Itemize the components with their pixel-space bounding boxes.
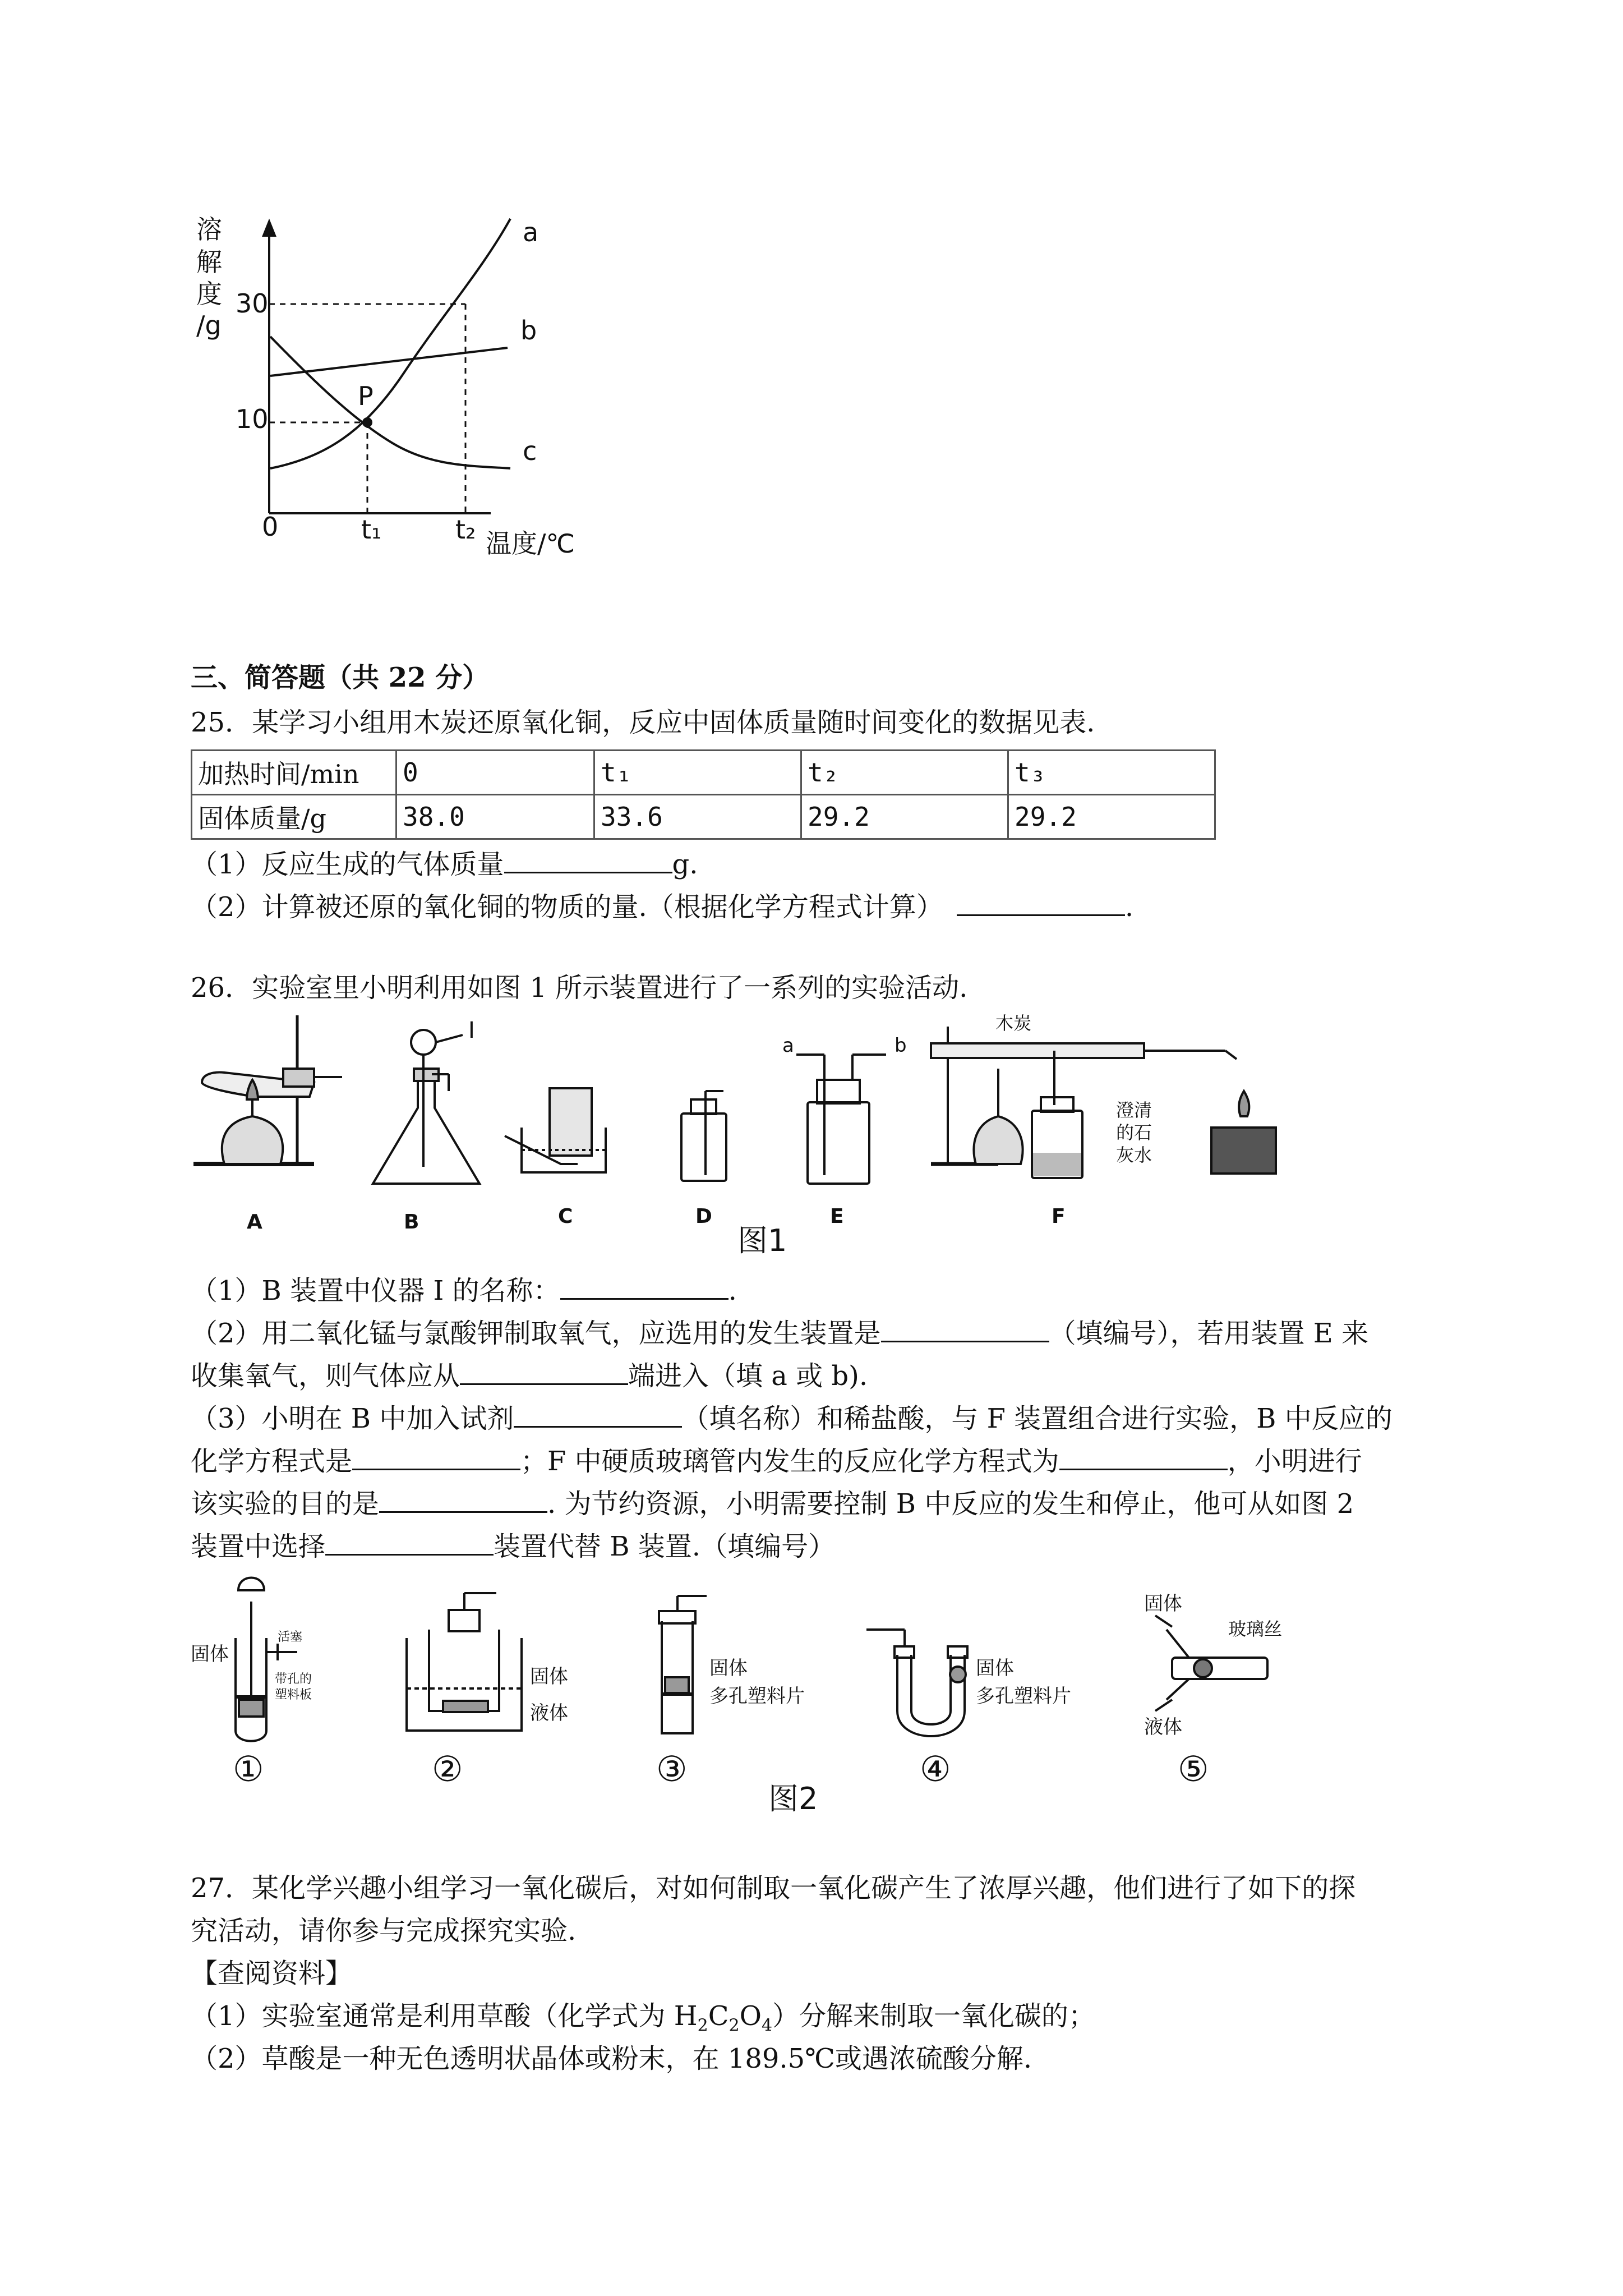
port-a-label: a — [782, 1034, 794, 1057]
d1-plate-label-1: 带孔的 — [275, 1672, 312, 1686]
figure-2-caption: 图2 — [768, 1781, 818, 1816]
q26-part1-end: . — [728, 1275, 737, 1306]
q25-part1 — [191, 843, 698, 885]
q26-stem: 26．实验室里小明利用如图 1 所示装置进行了一系列的实验活动. — [191, 972, 968, 1004]
device-number-1: ① — [233, 1749, 264, 1789]
ref1-text-b: C — [708, 2000, 729, 2032]
table-cell: 加热时间/min — [192, 751, 396, 795]
point-p-label: P — [358, 381, 374, 411]
table-row — [192, 751, 1215, 795]
d5-wool-label: 玻璃丝 — [1228, 1618, 1283, 1640]
curve-b-label: b — [520, 315, 537, 346]
limewater-label-2: 的石 — [1116, 1122, 1152, 1143]
curve-c-label: c — [523, 436, 537, 466]
subscript: 4 — [761, 2016, 773, 2036]
q26-part3-text-d: ；F 中硬质玻璃管内发生的反应化学方程式为 — [520, 1446, 1059, 1477]
answer-blank[interactable] — [460, 1354, 628, 1385]
device-3 — [659, 1596, 707, 1733]
q25-part1-text: （1）反应生成的气体质量 — [191, 849, 504, 880]
limewater-label-3: 灰水 — [1116, 1144, 1152, 1166]
q25-part1-unit: g. — [672, 849, 698, 880]
d1-tap-label: 活塞 — [278, 1630, 303, 1644]
q26-part3-line1 — [191, 1397, 1393, 1439]
figure-1-apparatus — [185, 1004, 1279, 1262]
x-tick-t2: t₂ — [455, 514, 476, 545]
device-1 — [236, 1578, 297, 1741]
answer-blank[interactable] — [560, 1269, 728, 1300]
q26-part1-text: （1）B 装置中仪器 I 的名称： — [191, 1275, 560, 1306]
label-b: B — [404, 1211, 419, 1234]
table-cell: t₁ — [594, 751, 801, 795]
q27-line2: 究活动，请你参与完成探究实验. — [191, 1915, 577, 1947]
y-axis-arrow — [264, 222, 275, 236]
figure-2-apparatus — [185, 1571, 1318, 1818]
device-number-3: ③ — [656, 1749, 688, 1789]
answer-blank[interactable] — [881, 1312, 1049, 1342]
figure-1-caption: 图1 — [737, 1223, 787, 1258]
q26-part3-line4 — [191, 1525, 835, 1567]
solubility-chart — [179, 202, 606, 572]
q27-ref2: （2）草酸是一种无色透明状晶体或粉末，在 189.5℃或遇浓硫酸分解. — [191, 2043, 1032, 2074]
port-b-label: b — [895, 1034, 907, 1057]
answer-blank[interactable] — [352, 1439, 520, 1470]
device-number-4: ④ — [920, 1749, 951, 1789]
y-axis-label-4: /g — [196, 310, 222, 341]
q27-heading: 【查阅资料】 — [191, 1958, 353, 1989]
answer-blank[interactable] — [379, 1482, 547, 1513]
d4-plate-label: 多孔塑料片 — [976, 1685, 1071, 1708]
q26-part3-text-c: 化学方程式是 — [191, 1446, 353, 1477]
q26-part2-text-c: 收集氧气，则气体应从 — [191, 1360, 460, 1392]
answer-blank[interactable] — [1059, 1439, 1228, 1470]
y-axis-label-1: 溶 — [196, 214, 222, 245]
q26-part2-text-a: （2）用二氧化锰与氯酸钾制取氧气，应选用的发生装置是 — [191, 1318, 881, 1349]
x-tick-t1: t₁ — [361, 514, 382, 545]
q26-part1 — [191, 1269, 737, 1311]
table-row — [192, 795, 1215, 839]
instrument-i-label: I — [468, 1018, 475, 1043]
ref1-text-c: O — [739, 2000, 762, 2032]
d1-solid-label: 固体 — [191, 1643, 229, 1665]
table-cell: 0 — [396, 751, 594, 795]
q26-part3-line2 — [191, 1439, 1362, 1481]
d4-solid-label: 固体 — [976, 1657, 1014, 1680]
q25-part2-end: . — [1124, 891, 1134, 923]
apparatus-d — [681, 1091, 726, 1181]
q25-stem: 25．某学习小组用木炭还原氧化铜，反应中固体质量随时间变化的数据见表. — [191, 707, 1095, 738]
device-number-2: ② — [432, 1749, 463, 1789]
d3-solid-label: 固体 — [709, 1657, 748, 1680]
table-cell: t₂ — [801, 751, 1008, 795]
limewater-label-1: 澄清 — [1116, 1099, 1152, 1121]
label-a: A — [247, 1211, 262, 1234]
x-axis-label: 温度/℃ — [486, 528, 575, 559]
apparatus-a — [193, 1015, 342, 1164]
q26-part3-text-e: ，小明进行 — [1227, 1446, 1362, 1477]
curve-a-label: a — [523, 217, 539, 247]
device-2 — [407, 1593, 522, 1731]
origin-label: 0 — [262, 512, 279, 542]
apparatus-b — [373, 1030, 479, 1184]
q27-line1: 27．某化学兴趣小组学习一氧化碳后，对如何制取一氧化碳产生了浓厚兴趣，他们进行了如下的探 — [191, 1872, 1356, 1904]
q26-part3-text-f: 该实验的目的是 — [191, 1488, 380, 1520]
q26-part3-text-i: 装置代替 B 装置.（填编号） — [494, 1531, 836, 1562]
table-cell: 固体质量/g — [192, 795, 396, 839]
q26-part3-text-b: （填名称）和稀盐酸，与 F 装置组合进行实验，B 中反应的 — [682, 1403, 1393, 1434]
q26-part3-line3 — [191, 1482, 1354, 1524]
point-p — [362, 417, 372, 427]
q26-part2-text-b: （填编号），若用装置 E 来 — [1049, 1318, 1369, 1349]
label-c: C — [558, 1205, 573, 1228]
d5-solid-label: 固体 — [1144, 1593, 1182, 1615]
q26-part2-line2 — [191, 1354, 868, 1396]
apparatus-c — [505, 1088, 606, 1172]
table-cell: 33.6 — [594, 795, 801, 839]
label-f: F — [1052, 1205, 1066, 1228]
device-4 — [866, 1630, 967, 1736]
q25-table — [191, 749, 1216, 840]
y-axis-label-3: 度 — [196, 279, 222, 309]
q26-part2-text-d: 端进入（填 a 或 b). — [628, 1360, 868, 1392]
table-cell: 29.2 — [801, 795, 1008, 839]
charcoal-label: 木炭 — [995, 1013, 1032, 1034]
q25-part2 — [191, 885, 1133, 927]
d3-plate-label: 多孔塑料片 — [709, 1685, 805, 1708]
section-title: 三、简答题（共 22 分） — [191, 662, 490, 693]
apparatus-f — [931, 1027, 1276, 1178]
table-cell: 38.0 — [396, 795, 594, 839]
ref1-text-a: （1）实验室通常是利用草酸（化学式为 H — [191, 2000, 698, 2032]
answer-blank[interactable] — [325, 1525, 494, 1556]
table-cell: t₃ — [1008, 751, 1215, 795]
table-cell: 29.2 — [1008, 795, 1215, 839]
answer-blank[interactable] — [514, 1397, 682, 1428]
ref1-text-d: ）分解来制取一氧化碳的； — [772, 2000, 1096, 2032]
subscript: 2 — [697, 2016, 708, 2036]
y-tick-30: 30 — [236, 288, 269, 319]
q25-part2-text: （2）计算被还原的氧化铜的物质的量.（根据化学方程式计算） — [191, 891, 943, 923]
d1-plate-label-2: 塑料板 — [275, 1688, 312, 1702]
apparatus-e — [796, 1055, 886, 1184]
answer-blank[interactable] — [957, 885, 1125, 916]
q26-part2-line1 — [191, 1312, 1368, 1354]
d2-solid-label: 固体 — [530, 1665, 568, 1688]
subscript: 2 — [728, 2016, 740, 2036]
curve-a — [270, 219, 510, 468]
q26-part3-text-h: 装置中选择 — [191, 1531, 326, 1562]
label-e: E — [830, 1205, 844, 1228]
q26-part3-text-g: . 为节约资源，小明需要控制 B 中反应的发生和停止，他可从如图 2 — [547, 1488, 1354, 1520]
q26-part3-text-a: （3）小明在 B 中加入试剂 — [191, 1403, 514, 1434]
answer-blank[interactable] — [504, 843, 672, 873]
d2-liquid-label: 液体 — [530, 1702, 568, 1724]
curve-c — [270, 337, 510, 468]
d5-liquid-label: 液体 — [1144, 1716, 1182, 1738]
device-number-5: ⑤ — [1178, 1749, 1209, 1789]
y-tick-10: 10 — [236, 404, 269, 434]
y-axis-label-2: 解 — [196, 247, 222, 277]
label-d: D — [695, 1205, 712, 1228]
